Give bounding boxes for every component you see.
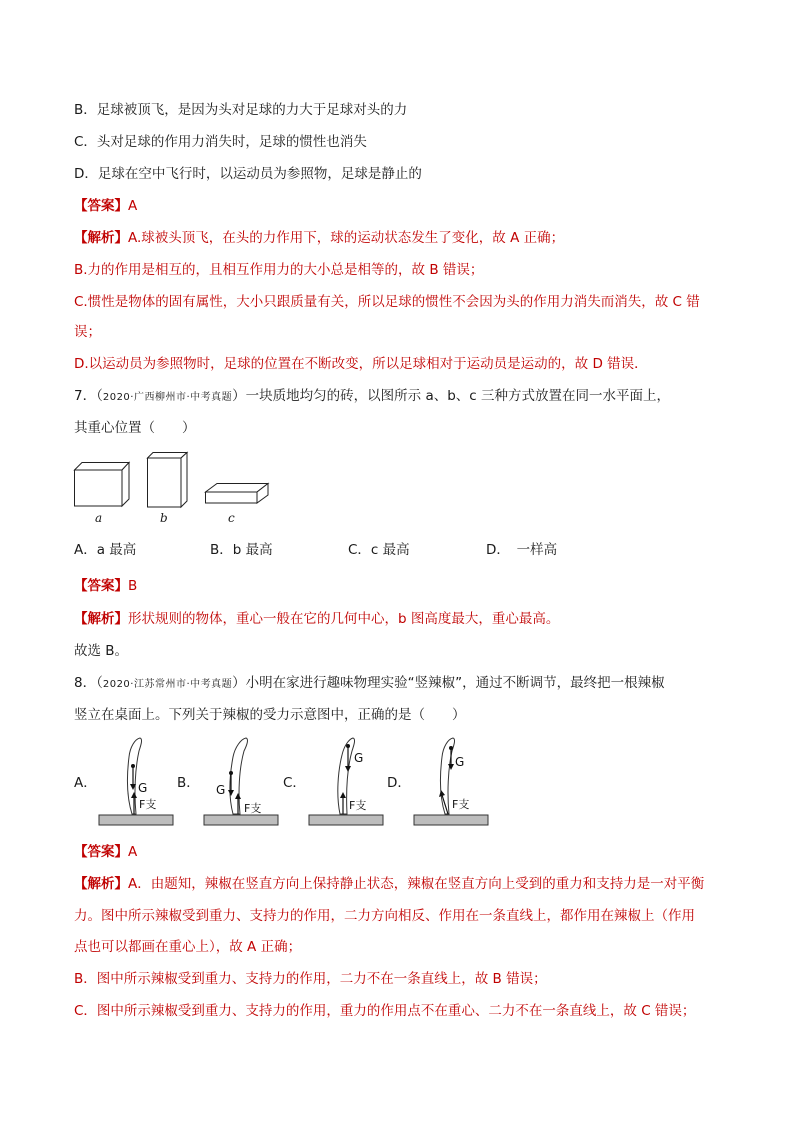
q8-stem-line-1 xyxy=(74,673,665,695)
q8-analysis-line-3: 点也可以都画在重心上），故 A 正确； xyxy=(74,939,302,955)
pepper-diagram-b xyxy=(200,735,282,830)
q8-option-c-label: C． xyxy=(283,775,306,791)
q6-analysis-line-1 xyxy=(74,228,564,248)
gravity-label: G xyxy=(216,783,226,797)
answer-tag: 【答案】 xyxy=(74,844,128,860)
analysis-text: 形状规则的物体，重心一般在它的几何中心，b 图高度最大，重心最高。 xyxy=(128,611,560,627)
q8-option-b-label: B． xyxy=(177,775,200,791)
q8-stem-line-2: 竖立在桌面上。下列关于辣椒的受力示意图中，正确的是（ ） xyxy=(74,707,466,723)
question-number: 8．（ xyxy=(74,675,103,691)
analysis-tag: 【解析】 xyxy=(74,230,128,246)
support-label: F支 xyxy=(452,798,470,811)
answer-value: A xyxy=(128,198,138,214)
q7-stem-line-2: 其重心位置（ ） xyxy=(74,420,196,436)
question-source: 2020·江苏常州市·中考真题 xyxy=(102,679,233,690)
gravity-label: G xyxy=(354,751,364,765)
brick-figure-a xyxy=(74,462,132,508)
brick-figure-c xyxy=(205,483,269,505)
q7-conclusion: 故选 B。 xyxy=(74,643,129,659)
stem-text: ）一块质地均匀的砖，以图所示 a、b、c 三种方式放置在同一水平面上， xyxy=(232,388,671,404)
q6-analysis-line-3: C.惯性是物体的固有属性，大小只跟质量有关，所以足球的惯性不会因为头的作用力消失而消失，故 C 错 xyxy=(74,294,700,310)
q6-analysis-line-2: B.力的作用是相互的，且相互作用力的大小总是相等的，故 B 错误； xyxy=(74,262,484,278)
q7-option-c: C．c 最高 xyxy=(348,542,410,558)
analysis-text: A．由题知，辣椒在竖直方向上保持静止状态，辣椒在竖直方向上受到的重力和支持力是一对平衡 xyxy=(128,876,705,892)
answer-tag: 【答案】 xyxy=(74,578,128,594)
gravity-label: G xyxy=(138,781,148,795)
support-label: F支 xyxy=(349,799,367,812)
analysis-tag: 【解析】 xyxy=(74,876,128,892)
analysis-tag: 【解析】 xyxy=(74,611,128,627)
q7-option-d: D． 一样高 xyxy=(486,542,558,558)
question-number: 7．（ xyxy=(74,388,103,404)
q7-option-a: A．a 最高 xyxy=(74,542,137,558)
q8-analysis-line-2: 力。图中所示辣椒受到重力、支持力的作用，二力方向相反、作用在一条直线上，都作用在辣椒上（作用 xyxy=(74,908,695,924)
gravity-label: G xyxy=(455,755,465,769)
answer-value: A xyxy=(128,844,138,860)
q6-option-d: D．足球在空中飞行时，以运动员为参照物，足球是静止的 xyxy=(74,166,422,182)
q7-analysis xyxy=(74,609,559,629)
figure-label-a: a xyxy=(95,511,103,525)
figure-label-b: b xyxy=(160,511,168,525)
brick-figure-b xyxy=(147,452,189,508)
q8-option-a-label: A． xyxy=(74,775,97,791)
pepper-diagram-c xyxy=(303,735,385,830)
support-label: F支 xyxy=(244,802,262,815)
q8-analysis-line-4: B．图中所示辣椒受到重力、支持力的作用，二力不在一条直线上，故 B 错误； xyxy=(74,971,547,987)
figure-label-c: c xyxy=(228,511,235,525)
q6-option-c: C．头对足球的作用力消失时，足球的惯性也消失 xyxy=(74,134,367,150)
q6-analysis-line-5: D.以运动员为参照物时，足球的位置在不断改变，所以足球相对于运动员是运动的，故 D 错误． xyxy=(74,356,648,372)
support-label: F支 xyxy=(139,798,157,811)
q7-stem-line-1 xyxy=(74,386,670,408)
q8-analysis-line-5: C．图中所示辣椒受到重力、支持力的作用，重力的作用点不在重心、二力不在一条直线上，故 C 错误； xyxy=(74,1003,696,1019)
answer-value: B xyxy=(128,578,138,594)
stem-text: ）小明在家进行趣味物理实验“竖辣椒”，通过不断调节，最终把一根辣椒 xyxy=(232,675,665,691)
q8-option-d-label: D． xyxy=(387,775,411,791)
q6-answer xyxy=(74,196,137,216)
pepper-diagram-a xyxy=(95,735,177,830)
q8-answer xyxy=(74,842,137,862)
q6-option-b: B．足球被顶飞，是因为头对足球的力大于足球对头的力 xyxy=(74,102,408,118)
pepper-diagram-d xyxy=(408,735,490,830)
q6-analysis-line-4: 误； xyxy=(74,324,101,340)
q7-answer xyxy=(74,576,137,596)
analysis-text: A.球被头顶飞，在头的力作用下，球的运动状态发生了变化，故 A 正确； xyxy=(128,230,565,246)
question-source: 2020·广西柳州市·中考真题 xyxy=(102,392,233,403)
answer-tag: 【答案】 xyxy=(74,198,128,214)
q8-analysis-line-1 xyxy=(74,874,704,894)
q7-option-b: B．b 最高 xyxy=(210,542,273,558)
